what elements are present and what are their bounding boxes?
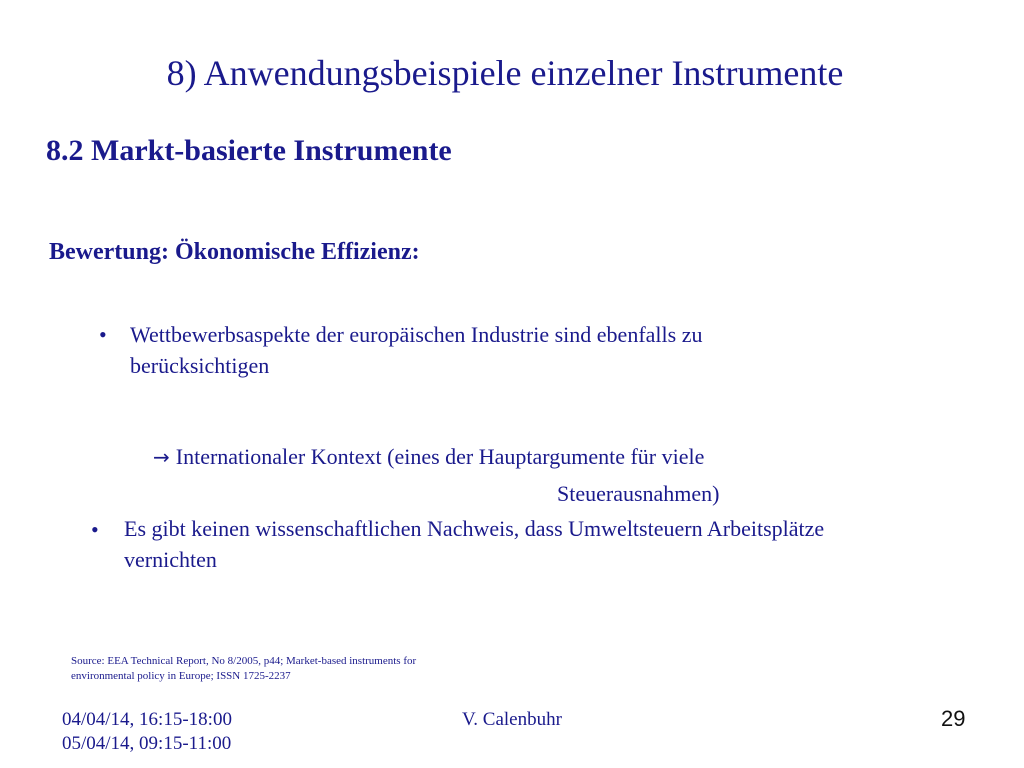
bullet-text-line: berücksichtigen	[130, 353, 270, 378]
bullet-text-line: Es gibt keinen wissenschaftlichen Nachweis, dass Umweltsteuern Arbeitsplätze	[124, 516, 825, 541]
bullet-text-line: vernichten	[124, 547, 217, 572]
source-citation	[71, 654, 416, 684]
page-number: 29	[941, 706, 966, 731]
bullet-marker: •	[91, 517, 99, 542]
footer-dates	[62, 708, 232, 756]
source-line: Source: EEA Technical Report, No 8/2005, p44; Market-based instruments for	[71, 655, 417, 667]
arrow-note-continuation: Steuerausnahmen)	[557, 481, 720, 506]
footer-date: 04/04/14, 16:15-18:00	[62, 709, 232, 730]
section-heading: Bewertung: Ökonomische Effizienz:	[49, 239, 420, 265]
slide-subtitle: 8.2 Markt-basierte Instrumente	[46, 134, 452, 167]
source-line: environmental policy in Europe; ISSN 1725-2237	[71, 670, 291, 682]
bullet-text-line: Wettbewerbsaspekte der europäischen Industrie sind ebenfalls zu	[130, 322, 703, 347]
bullet-item	[130, 319, 702, 381]
arrow-right-icon: →	[153, 445, 170, 469]
arrow-note-text: Internationaler Kontext (eines der Hauptargumente für viele	[175, 444, 705, 469]
slide-title: 8) Anwendungsbeispiele einzelner Instrumente	[166, 53, 844, 93]
bullet-marker: •	[99, 322, 107, 347]
bullet-item	[124, 513, 824, 575]
footer-date: 05/04/14, 09:15-11:00	[62, 733, 232, 754]
footer-author: V. Calenbuhr	[462, 709, 562, 730]
arrow-note-line	[153, 441, 704, 473]
